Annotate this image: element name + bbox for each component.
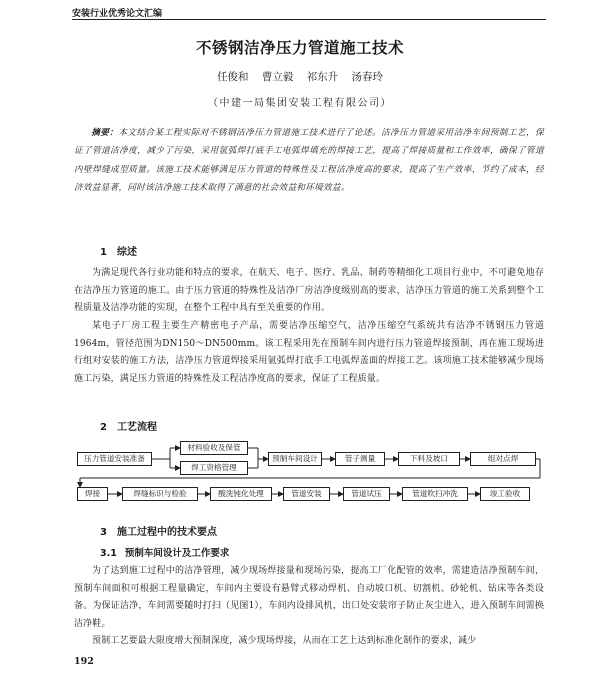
author-name: 祁东升 xyxy=(306,71,339,83)
abstract-label: 摘要： xyxy=(91,128,119,138)
section-title: 综述 xyxy=(116,247,137,258)
section-heading-3 xyxy=(100,523,217,538)
flow-step: 材料验收及保管 xyxy=(180,441,248,455)
author-affiliation: （中建一局集团安装工程有限公司） xyxy=(208,98,392,109)
flow-step: 酸洗钝化处理 xyxy=(210,487,272,501)
running-head: 安装行业优秀论文汇编 xyxy=(72,9,163,19)
paragraph: 某电子厂房工程主要生产精密电子产品，需要洁净压缩空气，洁净压缩空气系统共有洁净不锈钢压力管道1964m，管径范围为DN150～DN500mm。该工程采用先在预制车间内进行压力管道焊接预制，再在施工现场进行组对安装的施工方法，洁净压力管道焊接采用氩弧焊打底手工电弧焊盖面的焊接工艺。该项施工技术能够减少现场施工污染，满足压力管道的特殊性及工程洁净度高的要求，保证了工程质量。 xyxy=(74,321,544,384)
section-title: 施工过程中的技术要点 xyxy=(116,527,217,538)
flow-step: 组对点焊 xyxy=(470,452,536,466)
author-name: 任俊和 xyxy=(216,71,249,83)
author-name: 曹立毅 xyxy=(261,71,294,83)
paragraph: 为了达到施工过程中的洁净管理，减少现场焊接量和现场污染，提高工厂化配管的效率，需建造洁净预制车间，预制车间面积可根据工程量确定，车间内主要设有悬臂式移动焊机、自动坡口机、切割机、砂轮机、钻床等各类设备。为保证洁净，车间需要随时打扫（见图1），车间内设排风机，出口处安装帘子防止灰尘进入，进入预制车间需换洁净鞋。 xyxy=(74,566,544,629)
section-number: 3 xyxy=(100,527,107,538)
author-name: 汤春玲 xyxy=(351,71,384,83)
section-number: 2 xyxy=(100,422,107,433)
flow-step: 竣工验收 xyxy=(480,487,530,501)
flow-step: 管道试压 xyxy=(343,487,390,501)
flow-step: 焊接 xyxy=(77,487,108,501)
subsection-title: 预制车间设计及工作要求 xyxy=(124,548,230,559)
paragraph: 为满足现代各行业功能和特点的要求，在航天、电子、医疗、乳品、制药等精细化工项目行业中，不可避免地存在洁净压力管道的施工。由于压力管道的特殊性及洁净厂房洁净度级别高的要求，洁净压力管道的施工关系到整个工程质量及洁净功能的实现，在整个工程中具有至关重要的作用。 xyxy=(74,268,544,314)
section-title: 工艺流程 xyxy=(116,422,157,433)
flow-step: 管子测量 xyxy=(335,452,385,466)
flow-step: 焊缝标识与检验 xyxy=(122,487,198,501)
subsection-number: 3.1 xyxy=(100,548,117,559)
flow-step: 管道吹扫冲洗 xyxy=(402,487,468,501)
abstract-text: 本文结合某工程实际对不锈钢洁净压力管道施工技术进行了论述。洁净压力管道采用洁净车间预制工艺，保证了管道洁净度，减少了污染，采用氩弧焊打底手工电弧焊填充的焊接工艺，提高了焊接质量和工作效率，确保了管道内壁焊缝成型质量。该施工技术能够满足压力管道的特殊性及工程洁净度高的要求，提高了生产效率，节约了成本，经济效益显著，同时该洁净施工技术取得了满意的社会效益和环境效益。 xyxy=(74,128,544,194)
subsection-heading xyxy=(100,545,229,559)
page-number: 192 xyxy=(74,656,94,667)
paragraph: 预制工艺要最大限度增大预制深度，减少现场焊接，从而在工艺上达到标准化制作的要求，减少 xyxy=(92,636,477,646)
flow-step: 压力管道安装准备 xyxy=(77,452,152,466)
flow-step: 预制车间设计 xyxy=(268,452,322,466)
flow-step: 焊工资格管理 xyxy=(180,461,248,475)
paper-title: 不锈钢洁净压力管道施工技术 xyxy=(195,39,404,57)
section-number: 1 xyxy=(100,247,107,258)
flow-step: 管道安装 xyxy=(283,487,330,501)
flow-step: 下料及坡口 xyxy=(398,452,460,466)
